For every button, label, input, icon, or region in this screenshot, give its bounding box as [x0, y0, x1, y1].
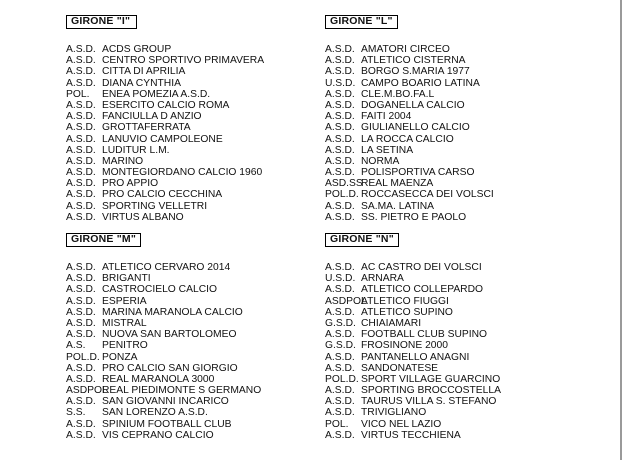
team-club-type: A.S.D. — [325, 200, 355, 212]
team-name: SANDONATESE — [361, 362, 439, 374]
team-name: SPINIUM FOOTBALL CLUB — [102, 418, 232, 430]
team-name: CENTRO SPORTIVO PRIMAVERA — [102, 55, 265, 67]
team-name: FANCIULLA D ANZIO — [102, 111, 202, 123]
team-club-type: A.S.D. — [325, 306, 355, 318]
team-club-type: POL.D. — [325, 373, 359, 385]
team-club-type: POL.D. — [325, 189, 359, 201]
team-club-type: A.S.D. — [66, 262, 96, 273]
team-row — [66, 318, 316, 329]
team-club-type: A.S.D. — [325, 122, 355, 134]
team-row — [325, 55, 575, 66]
team-row — [66, 44, 316, 55]
team-name: PRO CALCIO SAN GIORGIO — [102, 362, 238, 374]
team-name: SPORTING BROCCOSTELLA — [361, 385, 501, 397]
team-club-type: A.S.D. — [66, 44, 96, 55]
team-club-type: A.S.D. — [325, 396, 355, 408]
team-name: NORMA — [361, 155, 400, 167]
team-name: PANTANELLO ANAGNI — [361, 351, 470, 363]
team-row — [325, 134, 575, 145]
team-name: DIANA CYNTHIA — [102, 77, 181, 89]
group-title: GIRONE "L" — [325, 15, 398, 29]
team-row — [325, 430, 575, 441]
team-club-type: A.S.D. — [66, 55, 96, 67]
team-row — [325, 407, 575, 418]
team-name: BRIGANTI — [102, 273, 151, 285]
team-name: MISTRAL — [102, 317, 147, 329]
team-club-type: A.S.D. — [325, 44, 355, 55]
team-row — [66, 284, 316, 295]
team-name: ATLETICO FIUGGI — [361, 295, 449, 307]
team-club-type: A.S.D. — [66, 429, 96, 441]
team-name: ACDS GROUP — [102, 44, 172, 55]
team-row — [325, 340, 575, 351]
team-list — [325, 262, 575, 441]
team-row — [66, 396, 316, 407]
team-name: REAL PIEDIMONTE S GERMANO — [102, 385, 262, 397]
team-row — [66, 111, 316, 122]
team-name: POLISPORTIVA CARSO — [361, 167, 475, 179]
team-name: VIS CEPRANO CALCIO — [102, 429, 214, 441]
team-row — [66, 262, 316, 273]
team-club-type: A.S.D. — [325, 262, 355, 273]
team-club-type: A.S.D. — [325, 111, 355, 123]
team-row — [66, 156, 316, 167]
team-name: TRIVIGLIANO — [361, 407, 427, 419]
team-club-type: POL. — [325, 418, 349, 430]
team-name: FROSINONE 2000 — [361, 340, 448, 352]
team-club-type: A.S.D. — [325, 88, 355, 100]
team-club-type: A.S.D. — [66, 167, 96, 179]
team-name: CITTA DI APRILIA — [102, 66, 186, 78]
team-name: BORGO S.MARIA 1977 — [361, 66, 470, 78]
team-name: SA.MA. LATINA — [361, 200, 435, 212]
team-row — [66, 385, 316, 396]
team-row — [66, 273, 316, 284]
team-club-type: A.S.D. — [325, 284, 355, 296]
team-name: SPORT VILLAGE GUARCINO — [361, 373, 501, 385]
team-name: DOGANELLA CALCIO — [361, 99, 465, 111]
team-club-type: ASDPOL — [66, 385, 108, 397]
team-club-type: A.S. — [66, 340, 86, 352]
team-club-type: A.S.D. — [325, 329, 355, 341]
team-club-type: U.S.D. — [325, 273, 356, 285]
team-name: GIULIANELLO CALCIO — [361, 122, 470, 134]
team-row — [325, 66, 575, 77]
team-club-type: A.S.D. — [66, 329, 96, 341]
team-row — [325, 296, 575, 307]
team-club-type: A.S.D. — [325, 429, 355, 441]
team-row — [66, 89, 316, 100]
team-row — [325, 156, 575, 167]
team-name: VICO NEL LAZIO — [361, 418, 442, 430]
team-name: CAMPO BOARIO LATINA — [361, 77, 480, 89]
team-name: AMATORI CIRCEO — [361, 44, 450, 55]
team-club-type: A.S.D. — [325, 55, 355, 67]
team-name: LANUVIO CAMPOLEONE — [102, 133, 223, 145]
team-row — [66, 296, 316, 307]
team-club-type: A.S.D. — [325, 133, 355, 145]
team-club-type: A.S.D. — [66, 66, 96, 78]
team-club-type: A.S.D. — [66, 284, 96, 296]
team-row — [66, 55, 316, 66]
team-row — [66, 407, 316, 418]
team-name: PONZA — [102, 351, 138, 363]
team-row — [325, 329, 575, 340]
group-girone-i — [66, 11, 316, 223]
team-name: ATLETICO SUPINO — [361, 306, 453, 318]
team-club-type: G.S.D. — [325, 317, 356, 329]
team-name: FAITI 2004 — [361, 111, 412, 123]
team-row — [66, 78, 316, 89]
team-name: ATLETICO CERVARO 2014 — [102, 262, 231, 273]
team-row — [325, 201, 575, 212]
team-row — [66, 167, 316, 178]
team-row — [66, 419, 316, 430]
group-girone-n — [325, 229, 575, 441]
team-row — [325, 396, 575, 407]
team-name: ENEA POMEZIA A.S.D. — [102, 88, 211, 100]
team-row — [66, 430, 316, 441]
team-name: VIRTUS TECCHIENA — [361, 429, 461, 441]
team-row — [66, 374, 316, 385]
team-row — [325, 419, 575, 430]
team-name: MARINO — [102, 155, 144, 167]
team-row — [325, 100, 575, 111]
team-club-type: A.S.D. — [66, 317, 96, 329]
team-name: GROTTAFERRATA — [102, 122, 191, 134]
team-club-type: A.S.D. — [66, 189, 96, 201]
team-name: NUOVA SAN BARTOLOMEO — [102, 329, 237, 341]
team-row — [325, 189, 575, 200]
group-girone-m — [66, 229, 316, 441]
team-name: CASTROCIELO CALCIO — [102, 284, 218, 296]
team-club-type: A.S.D. — [66, 155, 96, 167]
team-club-type: A.S.D. — [325, 362, 355, 374]
team-row — [66, 189, 316, 200]
team-name: AC CASTRO DEI VOLSCI — [361, 262, 482, 273]
team-club-type: A.S.D. — [66, 77, 96, 89]
team-name: PENITRO — [102, 340, 148, 352]
team-name: ROCCASECCA DEI VOLSCI — [361, 189, 494, 201]
team-club-type: A.S.D. — [66, 373, 96, 385]
team-club-type: POL.D. — [66, 351, 100, 363]
team-name: SAN LORENZO A.S.D. — [102, 407, 208, 419]
team-club-type: A.S.D. — [66, 111, 96, 123]
team-row — [325, 122, 575, 133]
team-club-type: POL. — [66, 88, 90, 100]
team-row — [325, 78, 575, 89]
group-title: GIRONE "M" — [66, 233, 141, 247]
team-name: ESPERIA — [102, 295, 147, 307]
team-name: TAURUS VILLA S. STEFANO — [361, 396, 497, 408]
team-row — [325, 374, 575, 385]
team-club-type: A.S.D. — [66, 418, 96, 430]
team-row — [325, 212, 575, 223]
team-name: REAL MARANOLA 3000 — [102, 373, 215, 385]
team-name: LA SETINA — [361, 144, 414, 156]
team-club-type: A.S.D. — [325, 99, 355, 111]
team-name: ESERCITO CALCIO ROMA — [102, 99, 230, 111]
team-name: CHIAIAMARI — [361, 317, 422, 329]
team-club-type: A.S.D. — [325, 66, 355, 78]
team-club-type: A.S.D. — [66, 295, 96, 307]
team-row — [66, 134, 316, 145]
team-row — [325, 44, 575, 55]
group-girone-l — [325, 11, 575, 223]
team-club-type: A.S.D. — [66, 99, 96, 111]
team-row — [325, 352, 575, 363]
team-list — [66, 44, 316, 223]
team-club-type: ASD.SS — [325, 178, 363, 190]
team-row — [66, 122, 316, 133]
team-row — [66, 307, 316, 318]
team-row — [66, 352, 316, 363]
team-club-type: A.S.D. — [66, 144, 96, 156]
team-club-type: A.S.D. — [325, 385, 355, 397]
team-club-type: A.S.D. — [66, 362, 96, 374]
team-name: MONTEGIORDANO CALCIO 1960 — [102, 167, 263, 179]
team-list — [325, 44, 575, 223]
team-club-type: A.S.D. — [66, 306, 96, 318]
team-club-type: A.S.D. — [66, 122, 96, 134]
team-name: ATLETICO COLLEPARDO — [361, 284, 484, 296]
team-club-type: A.S.D. — [66, 200, 96, 212]
team-row — [325, 111, 575, 122]
team-name: ATLETICO CISTERNA — [361, 55, 466, 67]
team-row — [325, 284, 575, 295]
group-title: GIRONE "N" — [325, 233, 399, 247]
team-row — [66, 201, 316, 212]
team-club-type: ASDPOL — [325, 295, 367, 307]
team-name: ARNARA — [361, 273, 404, 285]
team-club-type: A.S.D. — [66, 396, 96, 408]
team-name: SPORTING VELLETRI — [102, 200, 208, 212]
team-row — [66, 178, 316, 189]
team-row — [325, 273, 575, 284]
team-club-type: A.S.D. — [66, 211, 96, 223]
team-row — [66, 145, 316, 156]
team-row — [66, 329, 316, 340]
team-club-type: G.S.D. — [325, 340, 356, 352]
team-name: LA ROCCA CALCIO — [361, 133, 454, 145]
team-name: REAL MAENZA — [361, 178, 434, 190]
team-row — [325, 178, 575, 189]
team-club-type: A.S.D. — [325, 351, 355, 363]
team-name: VIRTUS ALBANO — [102, 211, 184, 223]
page-edge-divider — [620, 0, 622, 460]
team-row — [325, 363, 575, 374]
team-row — [66, 340, 316, 351]
team-club-type: S.S. — [66, 407, 86, 419]
team-club-type: A.S.D. — [325, 144, 355, 156]
team-name: PRO CALCIO CECCHINA — [102, 189, 223, 201]
team-row — [66, 363, 316, 374]
team-name: CLE.M.BO.FA.L — [361, 88, 435, 100]
team-club-type: A.S.D. — [325, 155, 355, 167]
team-row — [325, 385, 575, 396]
team-name: SAN GIOVANNI INCARICO — [102, 396, 229, 408]
team-row — [325, 167, 575, 178]
team-club-type: A.S.D. — [66, 178, 96, 190]
team-row — [66, 66, 316, 77]
team-name: MARINA MARANOLA CALCIO — [102, 306, 243, 318]
team-row — [325, 318, 575, 329]
team-club-type: A.S.D. — [325, 211, 355, 223]
team-name: SS. PIETRO E PAOLO — [361, 211, 467, 223]
team-club-type: A.S.D. — [325, 407, 355, 419]
team-row — [325, 307, 575, 318]
team-row — [325, 145, 575, 156]
team-row — [325, 89, 575, 100]
team-row — [66, 100, 316, 111]
team-name: FOOTBALL CLUB SUPINO — [361, 329, 488, 341]
team-name: PRO APPIO — [102, 178, 159, 190]
team-club-type: U.S.D. — [325, 77, 356, 89]
team-list — [66, 262, 316, 441]
team-name: LUDITUR L.M. — [102, 144, 170, 156]
team-club-type: A.S.D. — [66, 273, 96, 285]
team-club-type: A.S.D. — [325, 167, 355, 179]
group-title: GIRONE "I" — [66, 15, 137, 29]
team-club-type: A.S.D. — [66, 133, 96, 145]
team-row — [66, 212, 316, 223]
team-row — [325, 262, 575, 273]
